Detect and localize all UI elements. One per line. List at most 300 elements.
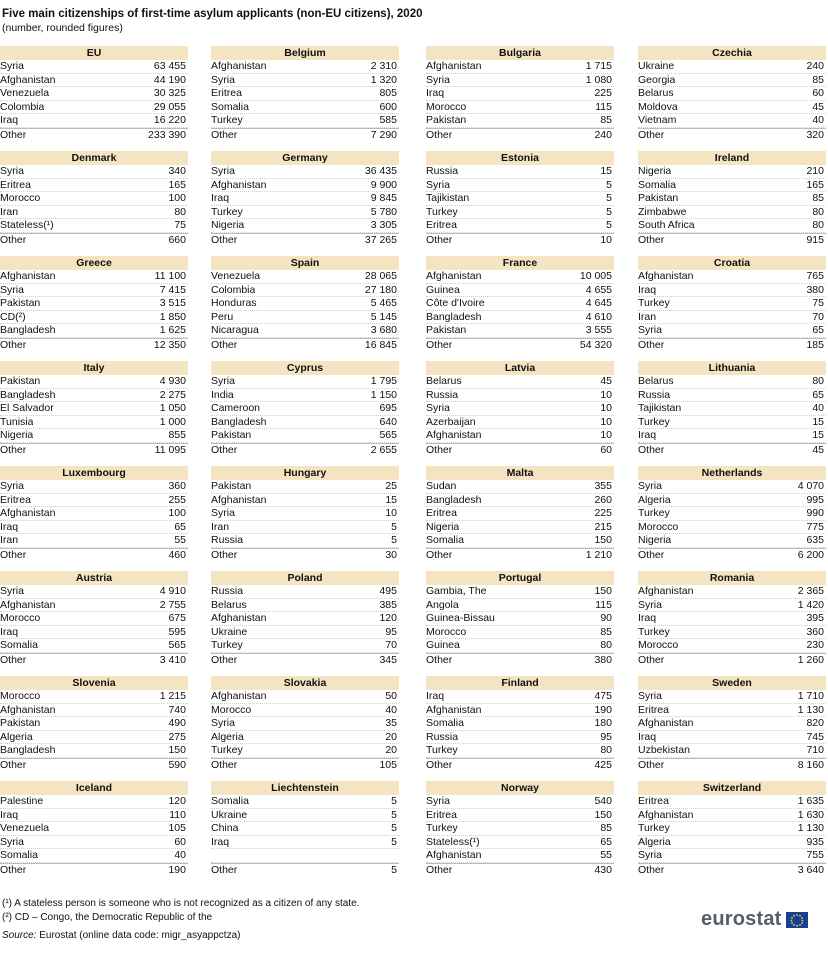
applicant-count: 915 — [806, 233, 824, 246]
table-row — [426, 585, 614, 599]
applicant-count: 775 — [806, 520, 824, 533]
country-table — [638, 151, 826, 246]
citizenship-label: Afghanistan — [638, 585, 694, 597]
table-row — [638, 534, 826, 548]
citizenship-label: Somalia — [638, 178, 676, 191]
applicant-count: 15 — [600, 165, 612, 177]
applicant-count: 1 630 — [797, 808, 824, 821]
applicant-count: 10 — [600, 402, 612, 414]
citizenship-label: Pakistan — [211, 429, 252, 441]
table-row — [638, 731, 826, 745]
table-row — [0, 599, 188, 613]
country-table-header: Italy — [0, 361, 188, 375]
applicant-count: 55 — [174, 534, 186, 546]
applicant-count: 190 — [168, 863, 186, 876]
citizenship-label: Afghanistan — [426, 429, 482, 441]
citizenship-label: Iraq — [638, 612, 657, 624]
citizenship-label: Belarus — [638, 87, 674, 99]
citizenship-label: Other — [0, 653, 27, 666]
applicant-count: 60 — [174, 835, 186, 848]
applicant-count: 10 — [600, 233, 612, 246]
country-table — [211, 466, 399, 561]
table-row — [211, 717, 399, 731]
country-table-header: Estonia — [426, 151, 614, 165]
citizenship-label: Syria — [0, 165, 24, 177]
table-row — [211, 270, 399, 284]
table-row — [0, 480, 188, 494]
applicant-count: 475 — [594, 690, 612, 702]
table-row — [638, 87, 826, 101]
applicant-count: 1 635 — [797, 795, 824, 807]
citizenship-label: Zimbabwe — [638, 205, 687, 218]
applicant-count: 225 — [594, 87, 612, 99]
applicant-count: 430 — [594, 863, 612, 876]
applicant-count: 1 215 — [159, 690, 186, 702]
country-table — [0, 781, 188, 876]
citizenship-label: Iraq — [638, 283, 657, 296]
citizenship-label: Azerbaijan — [426, 415, 476, 428]
table-row — [638, 548, 826, 562]
table-row — [0, 311, 188, 325]
applicant-count: 105 — [168, 822, 186, 834]
table-row — [638, 165, 826, 179]
applicant-count: 5 — [391, 520, 397, 533]
logo-wordmark: eurostat — [701, 908, 782, 930]
applicant-count: 54 320 — [579, 338, 612, 351]
citizenship-label: Uzbekistan — [638, 744, 690, 756]
citizenship-label: Afghanistan — [638, 270, 694, 282]
table-row — [0, 494, 188, 508]
applicant-count: 5 — [391, 534, 397, 546]
citizenship-label: Turkey — [211, 639, 243, 651]
citizenship-label: Other — [0, 338, 27, 351]
citizenship-label: Afghanistan — [638, 808, 694, 821]
citizenship-label: Ukraine — [211, 625, 248, 638]
applicant-count: 990 — [806, 507, 824, 519]
applicant-count: 180 — [594, 717, 612, 729]
applicant-count: 60 — [600, 443, 612, 456]
table-row — [638, 101, 826, 115]
citizenship-label: Turkey — [426, 744, 458, 756]
applicant-count: 600 — [379, 100, 397, 113]
citizenship-label: Iraq — [426, 87, 445, 99]
table-row — [426, 809, 614, 823]
country-table-header: Bulgaria — [426, 46, 614, 60]
citizenship-label: Turkey — [211, 744, 243, 756]
table-row — [211, 324, 399, 338]
table-row — [426, 626, 614, 640]
table-row — [426, 60, 614, 74]
country-table-header: Portugal — [426, 571, 614, 585]
table-row — [638, 494, 826, 508]
applicant-count: 5 — [606, 205, 612, 218]
country-table — [211, 46, 399, 141]
citizenship-label: Syria — [426, 178, 450, 191]
table-row — [426, 429, 614, 443]
citizenship-label: Other — [0, 233, 27, 246]
table-row — [211, 389, 399, 403]
table-row — [426, 389, 614, 403]
table-row — [426, 822, 614, 836]
applicant-count: 16 220 — [153, 114, 186, 126]
table-row — [426, 758, 614, 772]
citizenship-label: Other — [426, 338, 453, 351]
citizenship-label: Venezuela — [0, 87, 50, 99]
citizenship-label: Tajikistan — [638, 402, 682, 414]
citizenship-label: Bangladesh — [0, 388, 56, 401]
applicant-count: 2 655 — [370, 443, 397, 456]
table-row — [0, 416, 188, 430]
table-row — [638, 402, 826, 416]
citizenship-label: Other — [426, 758, 453, 771]
country-table — [638, 676, 826, 771]
citizenship-label: Morocco — [638, 639, 679, 651]
table-row — [426, 836, 614, 850]
table-row — [426, 639, 614, 653]
citizenship-label: Other — [211, 548, 238, 561]
citizenship-label: Angola — [426, 598, 459, 611]
table-row — [211, 585, 399, 599]
country-table — [426, 571, 614, 666]
table-row — [211, 297, 399, 311]
table-row — [0, 744, 188, 758]
citizenship-label: Syria — [211, 717, 235, 729]
citizenship-label: Iraq — [426, 690, 445, 702]
country-table-header: Switzerland — [638, 781, 826, 795]
applicant-count: 44 190 — [153, 73, 186, 86]
citizenship-label: Nigeria — [211, 219, 245, 231]
table-row — [426, 494, 614, 508]
table-row — [0, 612, 188, 626]
table-row — [0, 270, 188, 284]
citizenship-label: Iraq — [211, 835, 230, 848]
country-table — [638, 571, 826, 666]
applicant-count: 4 070 — [797, 480, 824, 492]
table-row — [426, 612, 614, 626]
country-table-header: Finland — [426, 676, 614, 690]
citizenship-label: Venezuela — [0, 822, 50, 834]
citizenship-label: Somalia — [426, 717, 464, 729]
citizenship-label: Other — [638, 548, 665, 561]
citizenship-label: El Salvador — [0, 402, 54, 414]
country-table-header: Lithuania — [638, 361, 826, 375]
table-row — [211, 165, 399, 179]
applicant-count: 5 465 — [370, 297, 397, 309]
citizenship-label: Guinea-Bissau — [426, 612, 495, 624]
table-row — [426, 849, 614, 863]
table-row — [211, 233, 399, 247]
applicant-count: 15 — [385, 493, 397, 506]
applicant-count: 12 350 — [153, 338, 186, 351]
citizenship-label: Morocco — [426, 100, 467, 113]
applicant-count: 590 — [168, 758, 186, 771]
country-table — [426, 256, 614, 351]
country-table — [211, 781, 399, 876]
applicant-count: 5 — [391, 863, 397, 876]
citizenship-label: Somalia — [0, 849, 38, 861]
citizenship-label: Afghanistan — [211, 690, 267, 702]
table-row — [638, 233, 826, 247]
country-table-header: Netherlands — [638, 466, 826, 480]
applicant-count: 425 — [594, 758, 612, 771]
citizenship-label: Iraq — [638, 730, 657, 743]
citizenship-label: Syria — [426, 73, 450, 86]
table-row — [638, 192, 826, 206]
citizenship-label: Pakistan — [0, 717, 41, 729]
citizenship-label: Afghanistan — [426, 270, 482, 282]
table-row — [211, 836, 399, 850]
table-row — [638, 429, 826, 443]
applicant-count: 320 — [806, 128, 824, 141]
table-row — [211, 626, 399, 640]
applicant-count: 15 — [812, 415, 824, 428]
table-row — [426, 233, 614, 247]
citizenship-label: Afghanistan — [211, 60, 267, 72]
citizenship-label: Algeria — [211, 730, 244, 743]
table-row — [426, 87, 614, 101]
applicant-count: 765 — [806, 270, 824, 282]
country-table — [426, 46, 614, 141]
citizenship-label: Other — [426, 233, 453, 246]
table-row — [211, 612, 399, 626]
table-row — [638, 507, 826, 521]
table-row — [211, 128, 399, 142]
table-row — [0, 795, 188, 809]
table-row — [0, 548, 188, 562]
applicant-count: 745 — [806, 730, 824, 743]
table-row — [211, 639, 399, 653]
applicant-count: 40 — [812, 402, 824, 414]
table-row — [211, 60, 399, 74]
applicant-count: 90 — [600, 612, 612, 624]
table-row — [638, 863, 826, 877]
country-table-header: Ireland — [638, 151, 826, 165]
citizenship-label: Palestine — [0, 795, 44, 807]
citizenship-label: Turkey — [638, 822, 670, 834]
table-row — [638, 822, 826, 836]
table-row — [211, 653, 399, 667]
citizenship-label: Iraq — [211, 192, 230, 204]
applicant-count: 85 — [600, 114, 612, 126]
country-table — [211, 676, 399, 771]
applicant-count: 55 — [600, 849, 612, 861]
applicant-count: 30 325 — [153, 87, 186, 99]
table-row — [638, 612, 826, 626]
table-row — [638, 480, 826, 494]
citizenship-label: Turkey — [211, 205, 243, 218]
table-row — [426, 114, 614, 128]
table-row — [426, 165, 614, 179]
table-row — [0, 429, 188, 443]
citizenship-label: Pakistan — [426, 114, 467, 126]
table-row — [211, 744, 399, 758]
applicant-count: 80 — [812, 219, 824, 231]
applicant-count: 20 — [385, 744, 397, 756]
table-row — [0, 836, 188, 850]
table-row — [211, 758, 399, 772]
applicant-count: 1 130 — [797, 703, 824, 716]
citizenship-label: Russia — [638, 388, 671, 401]
table-row — [0, 101, 188, 115]
citizenship-label: Afghanistan — [211, 612, 267, 624]
table-row — [0, 179, 188, 193]
applicant-count: 11 100 — [154, 270, 186, 282]
citizenship-label: Syria — [638, 324, 662, 336]
table-row — [211, 849, 399, 863]
applicant-count: 50 — [385, 690, 397, 702]
table-row — [638, 179, 826, 193]
citizenship-label: Morocco — [0, 192, 41, 204]
table-row — [0, 758, 188, 772]
citizenship-label: Afghanistan — [0, 507, 56, 519]
table-row — [426, 795, 614, 809]
applicant-count: 29 055 — [153, 100, 186, 113]
country-table — [638, 466, 826, 561]
applicant-count: 5 — [606, 178, 612, 191]
table-row — [0, 87, 188, 101]
applicant-count: 240 — [594, 128, 612, 141]
applicant-count: 100 — [168, 192, 186, 204]
table-row — [426, 311, 614, 325]
table-row — [211, 863, 399, 877]
citizenship-label: Iran — [0, 205, 19, 218]
table-row — [426, 375, 614, 389]
citizenship-label: Iraq — [0, 114, 19, 126]
citizenship-label: Stateless(¹) — [426, 835, 480, 848]
citizenship-label: CD(²) — [0, 310, 26, 323]
applicant-count: 345 — [379, 653, 397, 666]
applicant-count: 1 130 — [797, 822, 824, 834]
applicant-count: 460 — [168, 548, 186, 561]
table-row — [211, 494, 399, 508]
applicant-count: 36 435 — [364, 165, 397, 177]
table-row — [0, 690, 188, 704]
citizenship-label: Nigeria — [638, 534, 672, 546]
applicant-count: 85 — [812, 192, 824, 204]
applicant-count: 805 — [379, 87, 397, 99]
applicant-count: 190 — [594, 703, 612, 716]
applicant-count: 30 — [385, 548, 397, 561]
table-row — [211, 480, 399, 494]
citizenship-label: Other — [0, 128, 27, 141]
country-table-header: Austria — [0, 571, 188, 585]
table-row — [211, 731, 399, 745]
citizenship-label: Belarus — [638, 375, 674, 387]
table-row — [211, 74, 399, 88]
table-row — [0, 206, 188, 220]
citizenship-label: Other — [211, 338, 238, 351]
applicant-count: 63 455 — [153, 60, 186, 72]
citizenship-label: Guinea — [426, 283, 460, 296]
applicant-count: 9 900 — [370, 178, 397, 191]
citizenship-label: Iraq — [0, 520, 19, 533]
citizenship-label: Guinea — [426, 639, 460, 651]
table-row — [638, 60, 826, 74]
applicant-count: 495 — [379, 585, 397, 597]
citizenship-label: Syria — [211, 73, 235, 86]
table-row — [638, 389, 826, 403]
table-row — [0, 389, 188, 403]
applicant-count: 85 — [812, 73, 824, 86]
table-row — [426, 521, 614, 535]
citizenship-label: Colombia — [211, 283, 256, 296]
applicant-count: 65 — [174, 520, 186, 533]
country-table-header: Iceland — [0, 781, 188, 795]
citizenship-label: Russia — [426, 388, 459, 401]
table-row — [211, 219, 399, 233]
country-table — [211, 151, 399, 246]
country-table-header: Romania — [638, 571, 826, 585]
applicant-count: 95 — [385, 625, 397, 638]
citizenship-label: Syria — [638, 849, 662, 861]
table-row — [211, 690, 399, 704]
applicant-count: 395 — [806, 612, 824, 624]
applicant-count: 233 390 — [148, 128, 186, 141]
citizenship-label: Bangladesh — [0, 744, 56, 756]
table-row — [0, 585, 188, 599]
applicant-count: 380 — [806, 283, 824, 296]
table-row — [426, 443, 614, 457]
country-table-header: Spain — [211, 256, 399, 270]
table-row — [0, 863, 188, 877]
table-row — [0, 704, 188, 718]
applicant-count: 4 645 — [585, 297, 612, 309]
applicant-count: 3 640 — [797, 863, 824, 876]
citizenship-label: Other — [426, 653, 453, 666]
table-row — [426, 128, 614, 142]
source-label: Source: — [2, 930, 37, 941]
table-row — [426, 74, 614, 88]
country-table-header: Belgium — [211, 46, 399, 60]
applicant-count: 150 — [594, 585, 612, 597]
table-row — [426, 192, 614, 206]
table-row — [426, 653, 614, 667]
table-row — [638, 836, 826, 850]
applicant-count: 355 — [594, 480, 612, 492]
applicant-count: 1 715 — [585, 60, 612, 72]
citizenship-label: Syria — [211, 165, 235, 177]
table-row — [0, 849, 188, 863]
applicant-count: 70 — [812, 310, 824, 323]
table-row — [211, 416, 399, 430]
table-row — [638, 297, 826, 311]
footnote-2: (²) CD – Congo, the Democratic Republic of the — [2, 912, 213, 923]
citizenship-label: Syria — [0, 585, 24, 597]
citizenship-label: China — [211, 822, 239, 834]
country-table — [0, 571, 188, 666]
applicant-count: 95 — [600, 730, 612, 743]
applicant-count: 10 005 — [579, 270, 612, 282]
table-row — [638, 626, 826, 640]
citizenship-label: Côte d'Ivoire — [426, 297, 485, 309]
table-row — [426, 179, 614, 193]
citizenship-label: Afghanistan — [0, 73, 56, 86]
table-row — [211, 534, 399, 548]
table-row — [426, 480, 614, 494]
citizenship-label: Other — [211, 758, 238, 771]
country-table — [426, 676, 614, 771]
citizenship-label: Belarus — [426, 375, 462, 387]
table-row — [211, 822, 399, 836]
citizenship-label: Syria — [211, 507, 235, 519]
table-row — [426, 284, 614, 298]
applicant-count: 27 180 — [364, 283, 397, 296]
citizenship-label: Morocco — [426, 625, 467, 638]
citizenship-label: Moldova — [638, 100, 678, 113]
applicant-count: 6 200 — [797, 548, 824, 561]
applicant-count: 1 710 — [797, 690, 824, 702]
citizenship-label: Other — [638, 233, 665, 246]
